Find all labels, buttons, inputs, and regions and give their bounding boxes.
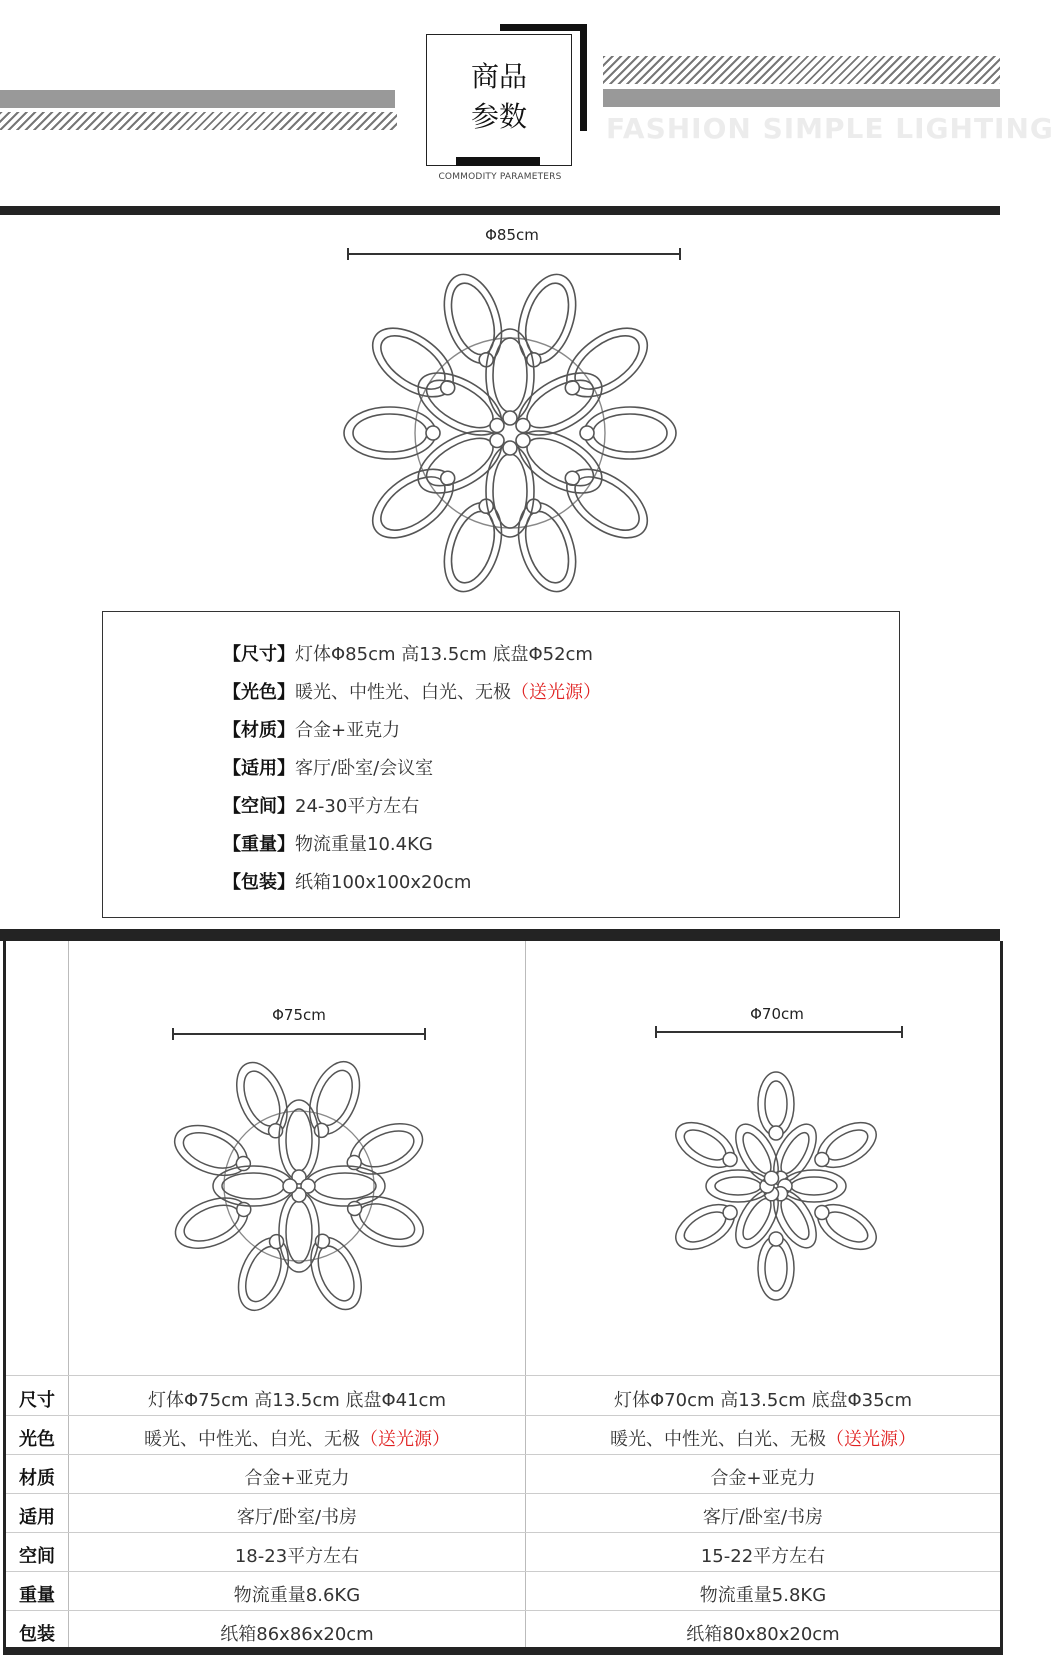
petal-loop: [593, 414, 667, 452]
cell-value: 暖光、中性光、白光、无极: [144, 1429, 360, 1450]
bulb: [815, 1206, 829, 1220]
main-diameter-label: Φ85cm: [485, 226, 539, 244]
petal-loop: [765, 1081, 787, 1127]
row-key: 包装: [19, 1624, 55, 1645]
logo-title-line2: 参数: [470, 100, 527, 133]
bulb: [516, 434, 530, 448]
petal-loop: [791, 1177, 837, 1195]
spec-value: 灯体Φ85cm 高13.5cm 底盘Φ52cm: [295, 644, 593, 665]
spec-row: [223, 830, 433, 856]
table-cell: 15-22平方左右: [700, 1546, 826, 1567]
header-left-bar: [0, 90, 395, 108]
row-key: 材质: [19, 1468, 55, 1489]
table-row-line: [6, 1532, 1000, 1533]
petal-loop: [286, 1201, 312, 1263]
petal-loop: [434, 267, 512, 371]
table-cell: 物流重量8.6KG: [233, 1585, 361, 1606]
header-tagline: FASHION SIMPLE LIGHTING: [606, 112, 1054, 145]
petal-loop: [353, 414, 427, 452]
spec-row: [223, 640, 593, 666]
spec-value: 客厅/卧室/会议室: [295, 758, 434, 779]
petal-loop: [765, 1245, 787, 1291]
spec-key: 【重量】: [223, 834, 295, 855]
spec-key: 【空间】: [223, 796, 295, 817]
table-cell: 纸箱80x80x20cm: [686, 1624, 840, 1645]
petal-loop: [508, 495, 586, 599]
petal-loop: [493, 454, 527, 528]
bulb: [348, 1201, 362, 1215]
table-row-line: [6, 1493, 1000, 1494]
spec-value: 24-30平方左右: [295, 796, 420, 817]
col1-dimension-line: [172, 1033, 426, 1035]
bulb: [769, 1232, 783, 1246]
header-right-hatch: [603, 56, 1000, 84]
petal-loop: [508, 267, 586, 371]
spec-row: [223, 754, 433, 780]
header-left-hatch: [0, 112, 397, 130]
spec-key: 【包装】: [223, 872, 295, 893]
spec-key: 【材质】: [223, 720, 295, 741]
spec-note: （送光源）: [511, 682, 601, 703]
bulb: [580, 426, 594, 440]
petal-loop: [518, 278, 577, 360]
cell-value: 暖光、中性光、白光、无极: [610, 1429, 826, 1450]
table-cell: 纸箱86x86x20cm: [220, 1624, 374, 1645]
row-key: 光色: [19, 1429, 55, 1450]
chandelier-small-drawing: [651, 1061, 901, 1311]
bulb: [314, 1123, 328, 1137]
row-key: 尺寸: [19, 1390, 55, 1411]
cell-note: （送光源）: [360, 1429, 450, 1450]
spec-row: [223, 716, 400, 742]
bulb: [503, 411, 517, 425]
chandelier-large-drawing: [340, 268, 680, 598]
petal-loop: [222, 1173, 284, 1199]
petal-loop: [715, 1177, 761, 1195]
petal-loop: [314, 1173, 376, 1199]
table-row-line: [6, 1375, 1000, 1376]
spec-key: 【光色】: [223, 682, 295, 703]
petal-loop: [518, 506, 577, 588]
bulb: [723, 1206, 737, 1220]
petal-loop: [279, 1100, 319, 1180]
spec-row: [223, 792, 419, 818]
table-row-line: [6, 1610, 1000, 1611]
spec-key: 【适用】: [223, 758, 295, 779]
spec-key: 【尺寸】: [223, 644, 295, 665]
header-right-bar: [603, 89, 1000, 107]
bulb: [236, 1157, 250, 1171]
cell-note: （送光源）: [826, 1429, 916, 1450]
petal-loop: [305, 1166, 385, 1206]
section-divider: [0, 206, 1000, 215]
bulb: [765, 1171, 779, 1185]
table-cell: 18-23平方左右: [234, 1546, 360, 1567]
spec-value: 合金+亚克力: [295, 720, 401, 741]
table-cell: 物流重量5.8KG: [699, 1585, 827, 1606]
col1-diameter-label: Φ75cm: [272, 1006, 326, 1024]
table-cell: [526, 1425, 1000, 1451]
comparison-table: [3, 941, 1003, 1655]
spec-row: [223, 678, 601, 704]
petal-loop: [443, 278, 502, 360]
table-cell: 灯体Φ70cm 高13.5cm 底盘Φ35cm: [614, 1390, 912, 1411]
table-cell: 客厅/卧室/书房: [702, 1507, 824, 1528]
logo-title-line1: 商品: [470, 60, 527, 93]
table-cell: 客厅/卧室/书房: [236, 1507, 358, 1528]
table-cell: [69, 1425, 525, 1451]
petal-loop: [279, 1192, 319, 1272]
row-key: 适用: [19, 1507, 55, 1528]
logo-box: [426, 34, 572, 166]
row-key: 空间: [19, 1546, 55, 1567]
bulb: [283, 1179, 297, 1193]
bulb: [516, 419, 530, 433]
bulb: [426, 426, 440, 440]
bulb: [503, 441, 517, 455]
spec-value: 暖光、中性光、白光、无极: [295, 682, 511, 703]
bulb: [769, 1126, 783, 1140]
bulb: [490, 434, 504, 448]
table-row-line: [6, 1454, 1000, 1455]
petal-loop: [443, 506, 502, 588]
spec-value: 纸箱100x100x20cm: [295, 872, 472, 893]
col2-diameter-label: Φ70cm: [750, 1005, 804, 1023]
table-cell: 灯体Φ75cm 高13.5cm 底盘Φ41cm: [148, 1390, 446, 1411]
section-divider: [0, 929, 1000, 941]
table-cell: 合金+亚克力: [244, 1468, 350, 1489]
logo-subtitle: COMMODITY PARAMETERS: [438, 172, 562, 182]
spec-row: [223, 868, 471, 894]
bulb: [815, 1153, 829, 1167]
bulb: [270, 1235, 284, 1249]
table-row-line: [6, 1415, 1000, 1416]
chandelier-medium-drawing: [164, 1056, 434, 1316]
petal-loop: [286, 1109, 312, 1171]
petal-loop: [493, 338, 527, 412]
bulb: [490, 419, 504, 433]
petal-loop: [434, 495, 512, 599]
col2-dimension-line: [655, 1031, 903, 1033]
row-key: 重量: [19, 1585, 55, 1606]
main-dimension-line: [347, 253, 681, 255]
petal-loop: [213, 1166, 293, 1206]
table-cell: 合金+亚克力: [710, 1468, 816, 1489]
table-row-line: [6, 1571, 1000, 1572]
bulb: [723, 1153, 737, 1167]
logo-underline: [456, 157, 540, 166]
spec-box: [102, 611, 900, 918]
spec-value: 物流重量10.4KG: [295, 834, 433, 855]
